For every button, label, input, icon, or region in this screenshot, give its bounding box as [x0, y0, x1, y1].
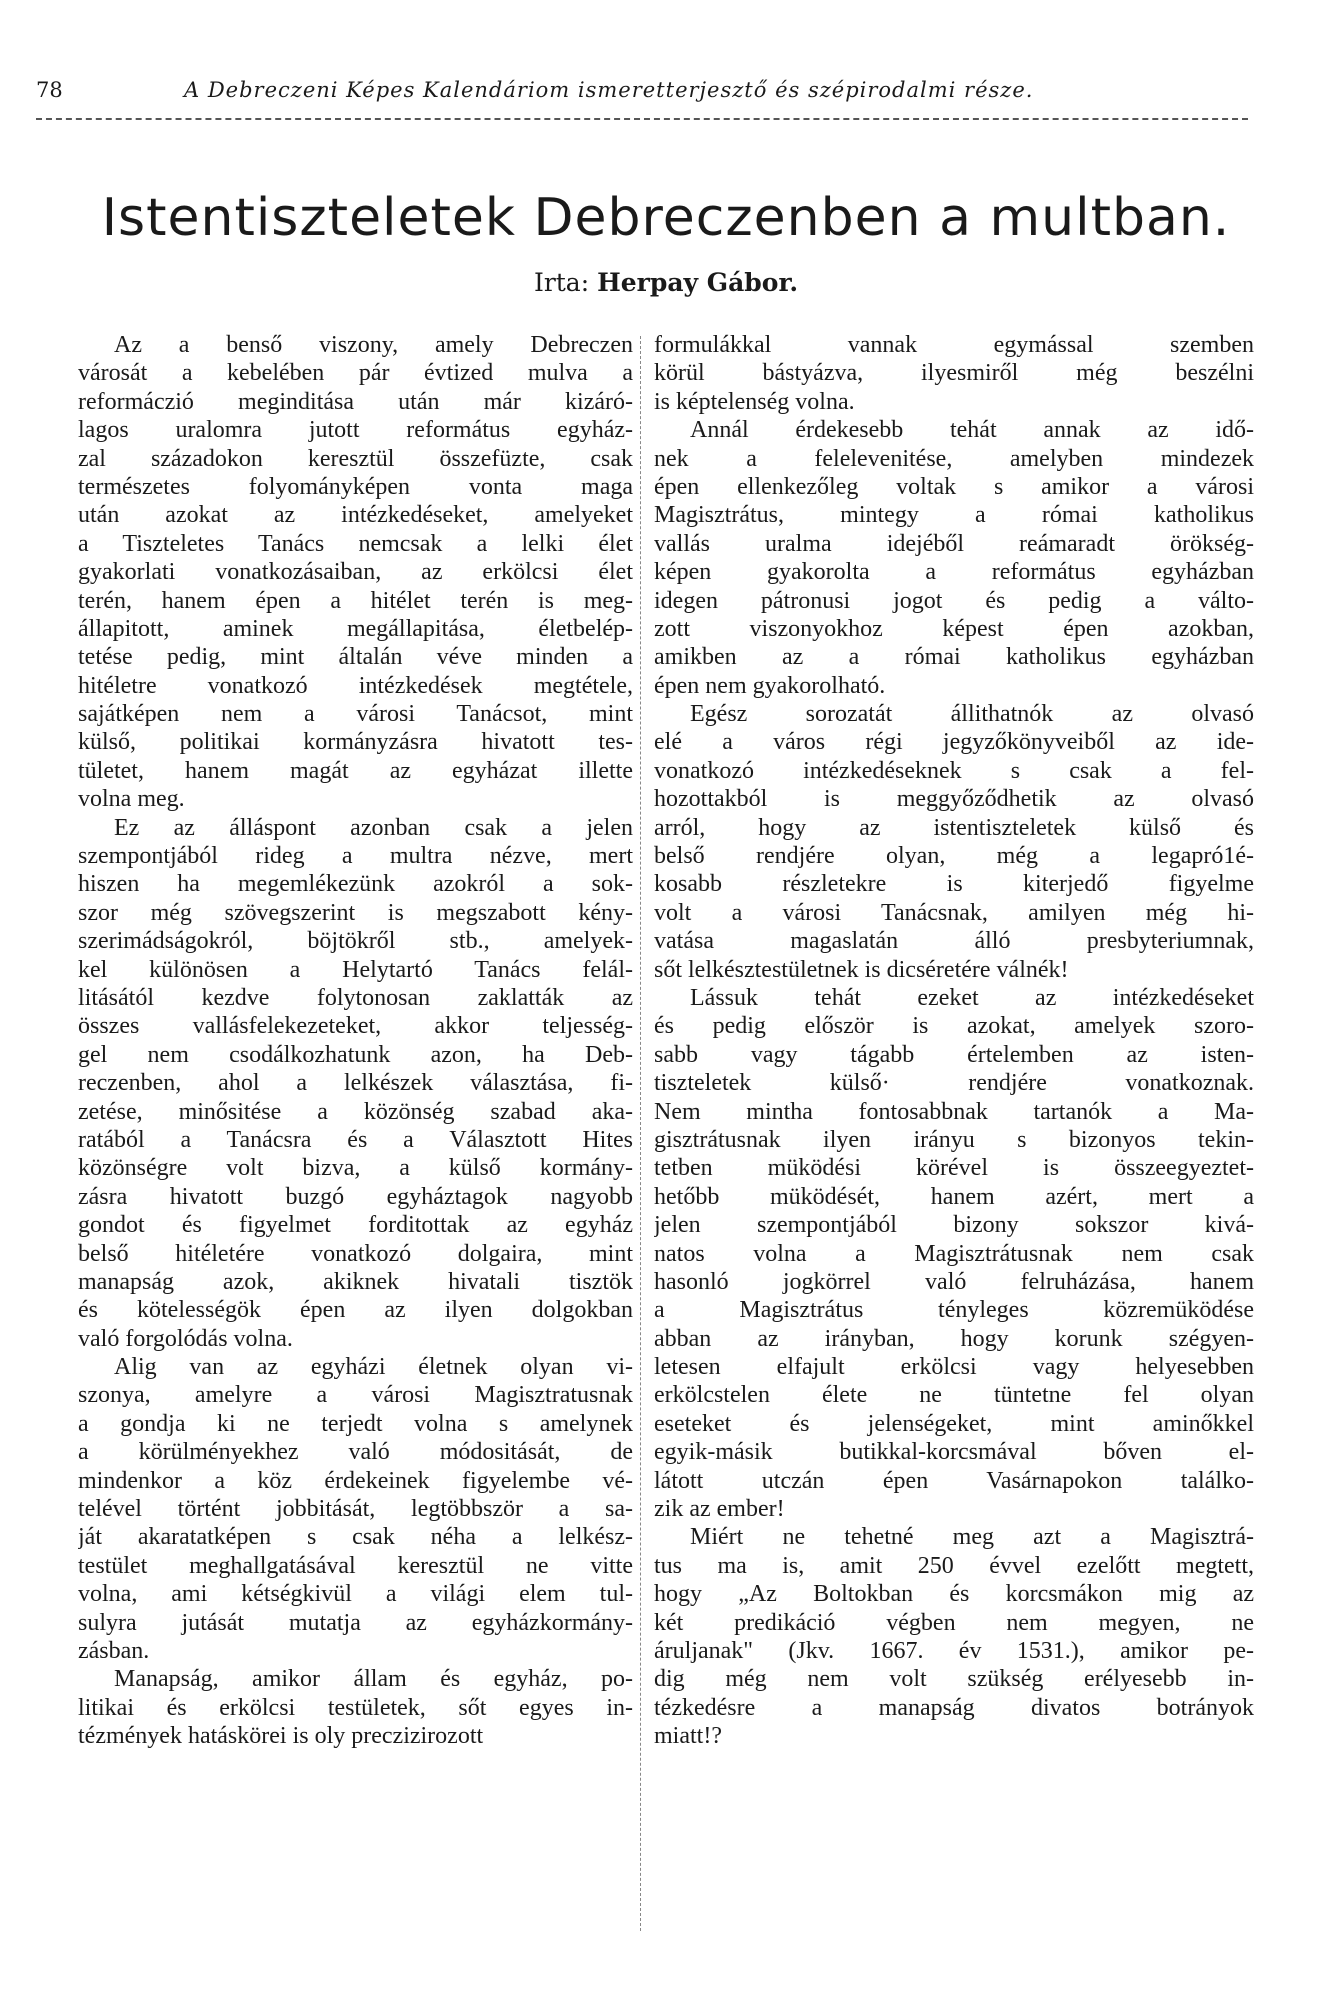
text-line: a Magisztrátus tényleges közremüködése — [654, 1297, 1254, 1324]
text-line: épen nem gyakorolható. — [654, 672, 886, 699]
text-line: lagos uralomra jutott református egyház- — [78, 417, 633, 444]
text-line: mindenkor a köz érdekeinek figyelembe vé- — [78, 1467, 633, 1494]
text-line: tületet, hanem magát az egyházat illette — [78, 757, 633, 784]
text-line: gyakorlati vonatkozásaiban, az erkölcsi élet — [78, 559, 633, 586]
running-title: A Debreczeni Képes Kalendáriom ismeretterjesztő és szépirodalmi része. — [184, 78, 1034, 102]
text-line: tézmények hatáskörei is oly preczizirozott — [78, 1723, 484, 1750]
text-line: volt a városi Tanácsnak, amilyen még hi- — [654, 899, 1254, 926]
text-line: tetben müködési körével is összeegyeztet- — [654, 1155, 1254, 1182]
text-line: hitéletre vonatkozó intézkedések megtétele, — [78, 672, 633, 699]
text-line: sőt lelkésztestületnek is dicséretére válnék! — [654, 956, 1069, 983]
text-line: Ez az álláspont azonban csak a jelen — [114, 814, 633, 841]
text-line: való forgolódás volna. — [78, 1325, 293, 1352]
text-line: után azokat az intézkedéseket, amelyeket — [78, 502, 633, 529]
text-line: a Tiszteletes Tanács nemcsak a lelki élet — [78, 530, 633, 557]
text-line: manapság azok, akiknek hivatali tisztök — [78, 1268, 633, 1295]
text-line: látott utczán épen Vasárnapokon találko- — [654, 1467, 1254, 1494]
text-line: vallás uralma idejéből reámaradt örökség- — [654, 530, 1254, 557]
text-line: egyik-másik butikkal-korcsmával bőven el- — [654, 1439, 1254, 1466]
text-line: és pedig először is azokat, amelyek szoro- — [654, 1013, 1254, 1040]
text-line: összes vallásfelekezeteket, akkor teljesség- — [78, 1013, 633, 1040]
text-line: reczenben, ahol a lelkészek választása, fi- — [78, 1070, 633, 1097]
column-divider — [640, 336, 641, 1931]
text-line: abban az irányban, hogy korunk szégyen- — [654, 1325, 1254, 1352]
text-line: testület meghallgatásával keresztül ne vitte — [78, 1552, 633, 1579]
text-line: zott viszonyokhoz képest épen azokban, — [654, 615, 1254, 642]
text-line: a körülményekhez való módositását, de — [78, 1439, 633, 1466]
text-line: városát a kebelében pár évtized mulva a — [78, 360, 633, 387]
author-name: Herpay Gábor. — [597, 268, 799, 297]
text-line: litikai és erkölcsi testületek, sőt egyes in- — [78, 1694, 633, 1721]
byline — [0, 268, 1332, 297]
text-line: volna meg. — [78, 786, 185, 813]
page-number: 78 — [36, 78, 63, 102]
text-line: letesen elfajult erkölcsi vagy helyesebben — [654, 1354, 1254, 1381]
text-line: Miért ne tehetné meg azt a Magisztrá- — [690, 1524, 1254, 1551]
text-line: idegen pátronusi jogot és pedig a válto- — [654, 587, 1254, 614]
text-line: reformáczió meginditása után már kizáró- — [78, 388, 633, 415]
text-line: sulyra jutását mutatja az egyházkormány- — [78, 1609, 633, 1636]
right-column — [654, 331, 1254, 1751]
text-line: áruljanak" (Jkv. 1667. év 1531.), amikor pe- — [654, 1637, 1254, 1664]
running-head — [36, 78, 1248, 112]
text-line: is képtelenség volna. — [654, 388, 855, 415]
text-line: Egész sorozatát állithatnók az olvasó — [690, 701, 1254, 728]
text-line: miatt!? — [654, 1723, 722, 1750]
article-title: Istentiszteletek Debreczenben a multban. — [101, 188, 1231, 248]
text-line: sajátképen nem a városi Tanácsot, mint — [78, 701, 633, 728]
text-line: ratából a Tanácsra és a Választott Hites — [78, 1126, 633, 1153]
text-line: zetése, minősitése a közönség szabad aka- — [78, 1098, 633, 1125]
text-line: tiszteletek külső· rendjére vonatkoznak. — [654, 1070, 1254, 1097]
text-line: sabb vagy tágabb értelemben az isten- — [654, 1041, 1254, 1068]
text-line: natos volna a Magisztrátusnak nem csak — [654, 1240, 1254, 1267]
text-line: hasonló jogkörrel való felruházása, hanem — [654, 1268, 1254, 1295]
text-line: szor még szövegszerint is megszabott kény- — [78, 899, 633, 926]
text-line: ját akaratatképen s csak néha a lelkész- — [78, 1524, 633, 1551]
text-line: és kötelességök épen az ilyen dolgokban — [78, 1297, 633, 1324]
text-line: természetes folyományképen vonta maga — [78, 473, 633, 500]
byline-prefix: Irta: — [533, 268, 590, 297]
text-line: telével történt jobbitását, legtöbbször a sa- — [78, 1496, 633, 1523]
text-line: kel különösen a Helytartó Tanács felál- — [78, 956, 633, 983]
text-line: képen gyakorolta a református egyházban — [654, 559, 1254, 586]
text-line: két predikáció végben nem megyen, ne — [654, 1609, 1254, 1636]
text-line: szempontjából rideg a multra nézve, mert — [78, 843, 633, 870]
text-line: vonatkozó intézkedéseknek s csak a fel- — [654, 757, 1254, 784]
text-line: arról, hogy az istentiszteletek külső és — [654, 814, 1254, 841]
text-line: hozottakból is meggyőződhetik az olvasó — [654, 786, 1254, 813]
text-line: belső hitéletére vonatkozó dolgaira, mint — [78, 1240, 633, 1267]
text-line: hiszen ha megemlékezünk azokról a sok- — [78, 871, 633, 898]
text-line: zik az ember! — [654, 1496, 785, 1523]
text-line: Lássuk tehát ezeket az intézkedéseket — [690, 984, 1254, 1011]
text-line: Manapság, amikor állam és egyház, po- — [114, 1666, 633, 1693]
text-line: szerimádságokról, böjtökről stb., amelyek- — [78, 928, 633, 955]
text-line: erkölcstelen élete ne tüntetne fel olyan — [654, 1382, 1254, 1409]
text-line: amikben az a római katholikus egyházban — [654, 644, 1254, 671]
left-column — [78, 331, 633, 1751]
text-line: hogy „Az Boltokban és korcsmákon mig az — [654, 1581, 1254, 1608]
text-line: Nem mintha fontosabbnak tartanók a Ma- — [654, 1098, 1254, 1125]
text-line: Annál érdekesebb tehát annak az idő- — [690, 417, 1254, 444]
text-line: zásban. — [78, 1637, 150, 1664]
text-line: szonya, amelyre a városi Magisztratusnak — [78, 1382, 633, 1409]
text-line: elé a város régi jegyzőkönyveiből az ide- — [654, 729, 1254, 756]
text-line: zal századokon keresztül összefüzte, csak — [78, 445, 633, 472]
text-line: közönségre volt bizva, a külső kormány- — [78, 1155, 633, 1182]
text-line: gisztrátusnak ilyen irányu s bizonyos tekin- — [654, 1126, 1254, 1153]
text-line: litásától kezdve folytonosan zaklatták az — [78, 984, 633, 1011]
text-line: épen ellenkezőleg voltak s amikor a városi — [654, 473, 1254, 500]
text-line: körül bástyázva, ilyesmiről még beszélni — [654, 360, 1254, 387]
text-line: Alig van az egyházi életnek olyan vi- — [114, 1354, 633, 1381]
text-line: tetése pedig, mint általán véve minden a — [78, 644, 633, 671]
text-line: vatása magaslatán álló presbyteriumnak, — [654, 928, 1254, 955]
text-line: gel nem csodálkozhatunk azon, ha Deb- — [78, 1041, 633, 1068]
text-line: jelen szempontjából bizony sokszor kivá- — [654, 1212, 1254, 1239]
text-line: dig még nem volt szükség erélyesebb in- — [654, 1666, 1254, 1693]
text-line: nek a felelevenitése, amelyben mindezek — [654, 445, 1254, 472]
text-line: külső, politikai kormányzásra hivatott tes- — [78, 729, 633, 756]
text-line: Magisztrátus, mintegy a római katholikus — [654, 502, 1254, 529]
text-line: a gondja ki ne terjedt volna s amelynek — [78, 1410, 633, 1437]
text-line: tus ma is, amit 250 évvel ezelőtt megtett, — [654, 1552, 1254, 1579]
text-line: kosabb részletekre is kiterjedő figyelme — [654, 871, 1254, 898]
text-line: formulákkal vannak egymással szemben — [654, 332, 1254, 358]
text-line: hetőbb müködését, hanem azért, mert a — [654, 1183, 1254, 1210]
text-line: gondot és figyelmet forditottak az egyház — [78, 1212, 633, 1239]
text-line: volna, ami kétségkivül a világi elem tul- — [78, 1581, 633, 1608]
text-line: Az a benső viszony, amely Debreczen — [114, 332, 633, 358]
text-line: zásra hivatott buzgó egyháztagok nagyobb — [78, 1183, 633, 1210]
text-line: belső rendjére olyan, még a legapró1é- — [654, 843, 1254, 870]
header-rule — [36, 118, 1248, 120]
text-line: tézkedésre a manapság divatos botrányok — [654, 1694, 1254, 1721]
text-line: állapitott, aminek megállapitása, életbelép- — [78, 615, 633, 642]
text-line: terén, hanem épen a hitélet terén is meg- — [78, 587, 633, 614]
text-line: eseteket és jelenségeket, mint aminőkkel — [654, 1410, 1254, 1437]
